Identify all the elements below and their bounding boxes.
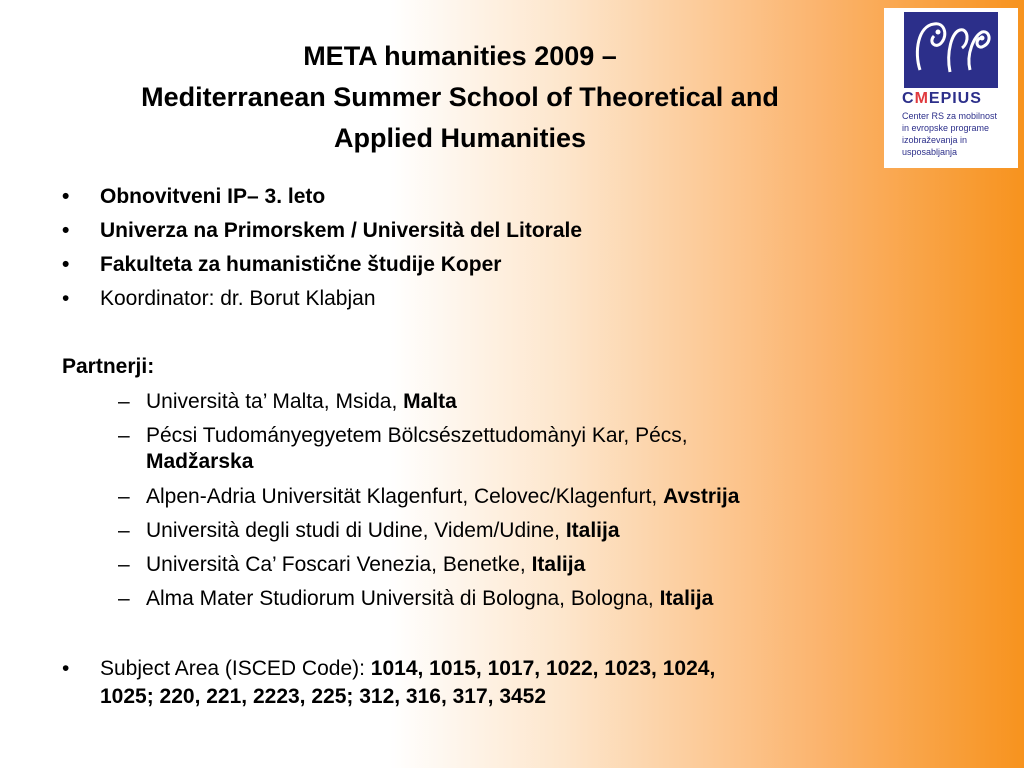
dash-icon: – — [118, 424, 130, 447]
subject-codes-continued: 1025; 220, 221, 2223, 225; 312, 316, 317, 3452 — [100, 685, 547, 708]
partner-item: – Pécsi Tudományegyetem Bölcsészettudomànyi Kar, Pécs, Madžarska — [118, 424, 688, 473]
bullet-icon: • — [62, 253, 70, 276]
partner-item: – Alpen-Adria Universität Klagenfurt, Celovec/Klagenfurt, Avstrija — [118, 485, 740, 508]
bullet-item: • Obnovitveni IP– 3. leto — [62, 185, 326, 208]
bullet-icon: • — [62, 185, 70, 208]
logo-subtitle: Center RS za mobilnost in evropske programe izobraževanja in usposabljanja — [902, 111, 998, 157]
partner-item: – Università degli studi di Udine, Videm/Udine, Italija — [118, 519, 620, 542]
bullet-icon: • — [62, 287, 70, 310]
title-line-2: Mediterranean Summer School of Theoretical and — [141, 82, 779, 112]
partner-item: – Alma Mater Studiorum Università di Bologna, Bologna, Italija — [118, 587, 714, 610]
logo-graphic-icon — [904, 12, 998, 88]
bullet-item: • Fakulteta za humanistične študije Koper — [62, 253, 502, 276]
partner-item: – Università Ca’ Foscari Venezia, Benetke, Italija — [118, 553, 586, 576]
dash-icon: – — [118, 587, 130, 610]
partner-item: – Università ta’ Malta, Msida, Malta — [118, 390, 457, 413]
dash-icon: – — [118, 553, 130, 576]
cmepius-logo — [884, 8, 1018, 168]
partners-heading: Partnerji: — [62, 355, 155, 378]
title-line-1: META humanities 2009 – — [303, 41, 617, 71]
title-line-3: Applied Humanities — [333, 123, 587, 153]
dash-icon: – — [118, 390, 130, 413]
slide-title — [40, 36, 880, 159]
dash-icon: – — [118, 519, 130, 542]
bullet-icon: • — [62, 219, 70, 242]
bullet-item: • Univerza na Primorskem / Università del Litorale — [62, 219, 583, 242]
dash-icon: – — [118, 485, 130, 508]
subject-label: Subject Area (ISCED Code): — [100, 657, 371, 680]
logo-name: CMEPIUS — [902, 90, 982, 107]
bullet-item: • Koordinator: dr. Borut Klabjan — [62, 287, 376, 310]
subject-area — [62, 655, 715, 711]
subject-codes: 1014, 1015, 1017, 1022, 1023, 1024, — [370, 657, 716, 680]
bullet-icon: • — [62, 657, 70, 680]
